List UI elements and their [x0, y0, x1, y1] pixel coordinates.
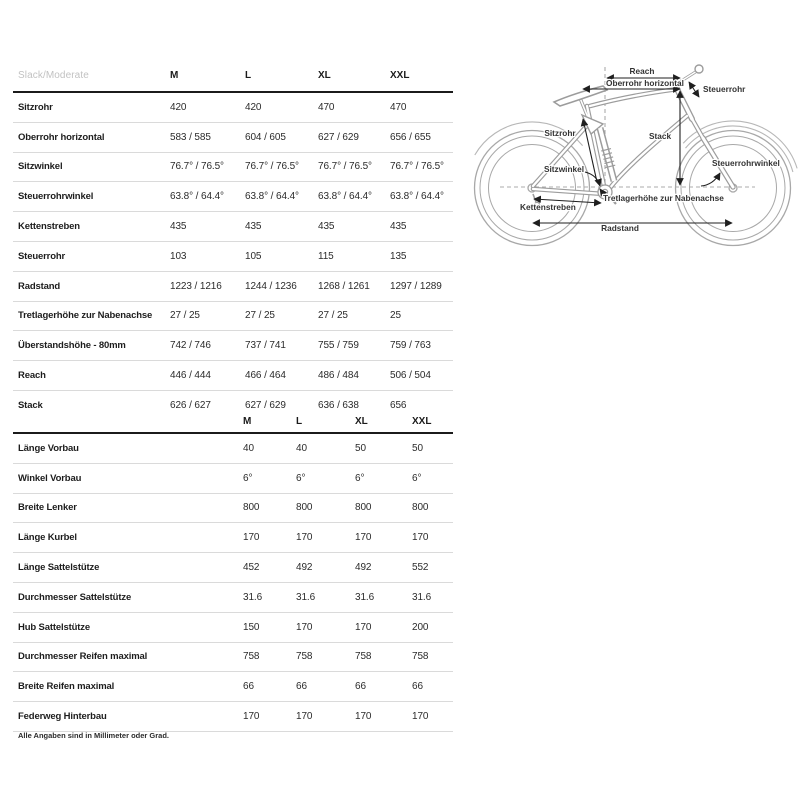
- spec-value: 435: [245, 221, 262, 233]
- spec-label: Radstand: [18, 280, 61, 292]
- spec-value: 170: [296, 621, 313, 633]
- table-row: [13, 612, 453, 642]
- components-table-header: [13, 410, 453, 434]
- spec-label: Sitzrohr: [18, 101, 53, 113]
- spec-value: 758: [355, 651, 372, 663]
- table-row: [13, 701, 453, 731]
- spec-label: Kettenstreben: [18, 221, 80, 233]
- spec-label: Tretlagerhöhe zur Nabenachse: [18, 310, 153, 322]
- column-header-xl: XL: [318, 70, 331, 81]
- front-wheel: [676, 121, 798, 246]
- spec-value: 170: [412, 532, 429, 544]
- spec-value: 170: [296, 711, 313, 723]
- spec-label: Federweg Hinterbau: [18, 711, 107, 723]
- table-row: [13, 552, 453, 582]
- spec-value: 66: [355, 681, 366, 693]
- spec-value: 103: [170, 250, 187, 262]
- spec-value: 25: [390, 310, 401, 322]
- spec-value: 452: [243, 562, 260, 574]
- spec-value: 40: [296, 442, 307, 454]
- components-table: [13, 410, 453, 732]
- spec-label: Länge Sattelstütze: [18, 562, 100, 574]
- tretlagerhoehe-label: Tretlagerhöhe zur Nabenachse: [603, 193, 724, 203]
- spec-value: 27 / 25: [318, 310, 348, 322]
- spec-value: 758: [412, 651, 429, 663]
- spec-value: 759 / 763: [390, 340, 431, 352]
- spec-value: 170: [296, 532, 313, 544]
- spec-value: 800: [412, 502, 429, 514]
- spec-label: Hub Sattelstütze: [18, 621, 91, 633]
- table-row: [13, 301, 453, 331]
- table-row: [13, 181, 453, 211]
- spec-value: 170: [412, 711, 429, 723]
- spec-value: 6°: [243, 472, 253, 484]
- spec-value: 27 / 25: [170, 310, 200, 322]
- spec-value: 76.7° / 76.5°: [170, 161, 224, 173]
- table-row: [13, 122, 453, 152]
- spec-value: 627 / 629: [245, 399, 286, 411]
- spec-value: 76.7° / 76.5°: [390, 161, 444, 173]
- spec-value: 115: [318, 250, 334, 262]
- spec-label: Reach: [18, 370, 46, 382]
- spec-label: Stack: [18, 399, 43, 411]
- table-row: [13, 330, 453, 360]
- kettenstreben-label: Kettenstreben: [520, 202, 576, 212]
- spec-value: 800: [243, 502, 260, 514]
- reach-label: Reach: [629, 66, 655, 76]
- spec-value: 758: [296, 651, 313, 663]
- column-header-m: M: [243, 415, 252, 427]
- spec-value: 492: [296, 562, 313, 574]
- spec-value: 27 / 25: [245, 310, 275, 322]
- spec-value: 420: [170, 101, 187, 113]
- spec-value: 552: [412, 562, 429, 574]
- geometry-table-header: [13, 60, 453, 93]
- spec-value: 31.6: [355, 591, 375, 603]
- spec-value: 656 / 655: [390, 131, 431, 143]
- spec-value: 492: [355, 562, 372, 574]
- spec-value: 470: [318, 101, 335, 113]
- spec-value: 31.6: [296, 591, 316, 603]
- spec-value: 6°: [412, 472, 422, 484]
- spec-value: 105: [245, 250, 262, 262]
- spec-value: 170: [243, 711, 260, 723]
- table-row: [13, 493, 453, 523]
- spec-value: 656: [390, 399, 407, 411]
- column-header-l: L: [296, 415, 303, 427]
- column-header-xxl: XXL: [412, 415, 432, 427]
- table-row: [13, 434, 453, 463]
- steuerrohrwinkel-label: Steuerrohrwinkel: [712, 158, 780, 168]
- table-row: [13, 463, 453, 493]
- mode-label: Slack/Moderate: [18, 70, 89, 81]
- oberrohr-label: Oberrohr horizontal: [606, 78, 684, 88]
- spec-value: 63.8° / 64.4°: [390, 191, 444, 203]
- spec-value: 435: [170, 221, 187, 233]
- spec-value: 435: [318, 221, 335, 233]
- spec-value: 1297 / 1289: [390, 280, 442, 292]
- spec-value: 200: [412, 621, 429, 633]
- spec-label: Steuerrohrwinkel: [18, 191, 94, 203]
- radstand-label: Radstand: [601, 223, 639, 233]
- spec-value: 150: [243, 621, 260, 633]
- handlebar-grip: [695, 65, 703, 73]
- spec-value: 755 / 759: [318, 340, 359, 352]
- spec-value: 627 / 629: [318, 131, 359, 143]
- spec-value: 66: [296, 681, 307, 693]
- table-row: [13, 152, 453, 182]
- spec-value: 50: [355, 442, 366, 454]
- table-row: [13, 360, 453, 390]
- column-header-m: M: [170, 70, 179, 81]
- spec-value: 66: [412, 681, 423, 693]
- spec-value: 583 / 585: [170, 131, 211, 143]
- spec-label: Oberrohr horizontal: [18, 131, 105, 143]
- spec-value: 604 / 605: [245, 131, 286, 143]
- spec-value: 1268 / 1261: [318, 280, 370, 292]
- spec-value: 50: [412, 442, 423, 454]
- spec-value: 758: [243, 651, 260, 663]
- spec-value: 446 / 444: [170, 370, 211, 382]
- sitzwinkel-label: Sitzwinkel: [543, 164, 585, 174]
- spec-value: 6°: [296, 472, 306, 484]
- bike-geometry-diagram: [470, 55, 800, 255]
- table-row: [13, 93, 453, 122]
- table-row: [13, 642, 453, 672]
- spec-value: 76.7° / 76.5°: [318, 161, 372, 173]
- column-header-l: L: [245, 70, 252, 81]
- spec-value: 6°: [355, 472, 365, 484]
- spec-value: 470: [390, 101, 407, 113]
- spec-label: Länge Vorbau: [18, 442, 79, 454]
- spec-value: 63.8° / 64.4°: [318, 191, 372, 203]
- table-row: [13, 522, 453, 552]
- spec-value: 170: [355, 532, 372, 544]
- spec-value: 626 / 627: [170, 399, 211, 411]
- spec-value: 66: [243, 681, 254, 693]
- steuerrohr-arrow: [689, 82, 699, 97]
- spec-label: Breite Lenker: [18, 502, 77, 514]
- spec-label: Breite Reifen maximal: [18, 681, 115, 693]
- spec-value: 800: [296, 502, 313, 514]
- spec-value: 800: [355, 502, 372, 514]
- spec-value: 170: [243, 532, 260, 544]
- spec-value: 31.6: [243, 591, 263, 603]
- spec-value: 170: [355, 621, 372, 633]
- table-row: [13, 582, 453, 612]
- table-row: [13, 211, 453, 241]
- spec-value: 63.8° / 64.4°: [245, 191, 299, 203]
- stack-label: Stack: [649, 131, 672, 141]
- footnote: Alle Angaben sind in Millimeter oder Grad.: [18, 731, 169, 740]
- spec-value: 466 / 464: [245, 370, 286, 382]
- spec-label: Länge Kurbel: [18, 532, 77, 544]
- spec-value: 40: [243, 442, 254, 454]
- column-header-xxl: XXL: [390, 70, 410, 81]
- spec-value: 420: [245, 101, 262, 113]
- table-row: [13, 271, 453, 301]
- steuerrohrwinkel-arrow: [701, 173, 720, 186]
- geometry-table-body: [13, 93, 453, 420]
- spec-label: Überstandshöhe - 80mm: [18, 340, 126, 352]
- components-table-body: [13, 434, 453, 732]
- spec-value: 76.7° / 76.5°: [245, 161, 299, 173]
- spec-value: 636 / 638: [318, 399, 359, 411]
- table-row: [13, 671, 453, 701]
- spec-value: 31.6: [412, 591, 432, 603]
- spec-value: 737 / 741: [245, 340, 286, 352]
- spec-value: 506 / 504: [390, 370, 431, 382]
- spec-value: 135: [390, 250, 407, 262]
- spec-value: 435: [390, 221, 407, 233]
- spec-value: 1244 / 1236: [245, 280, 297, 292]
- spec-value: 1223 / 1216: [170, 280, 222, 292]
- geometry-table: [13, 60, 453, 420]
- spec-label: Durchmesser Sattelstütze: [18, 591, 132, 603]
- table-row: [13, 241, 453, 271]
- column-header-xl: XL: [355, 415, 368, 427]
- spec-label: Sitzwinkel: [18, 161, 63, 173]
- sitzrohr-label: Sitzrohr: [544, 128, 576, 138]
- steuerrohr-label: Steuerrohr: [703, 84, 746, 94]
- spec-label: Winkel Vorbau: [18, 472, 82, 484]
- spec-value: 486 / 484: [318, 370, 359, 382]
- spec-label: Durchmesser Reifen maximal: [18, 651, 148, 663]
- spec-value: 63.8° / 64.4°: [170, 191, 224, 203]
- spec-value: 170: [355, 711, 372, 723]
- spec-label: Steuerrohr: [18, 250, 66, 262]
- spec-value: 742 / 746: [170, 340, 211, 352]
